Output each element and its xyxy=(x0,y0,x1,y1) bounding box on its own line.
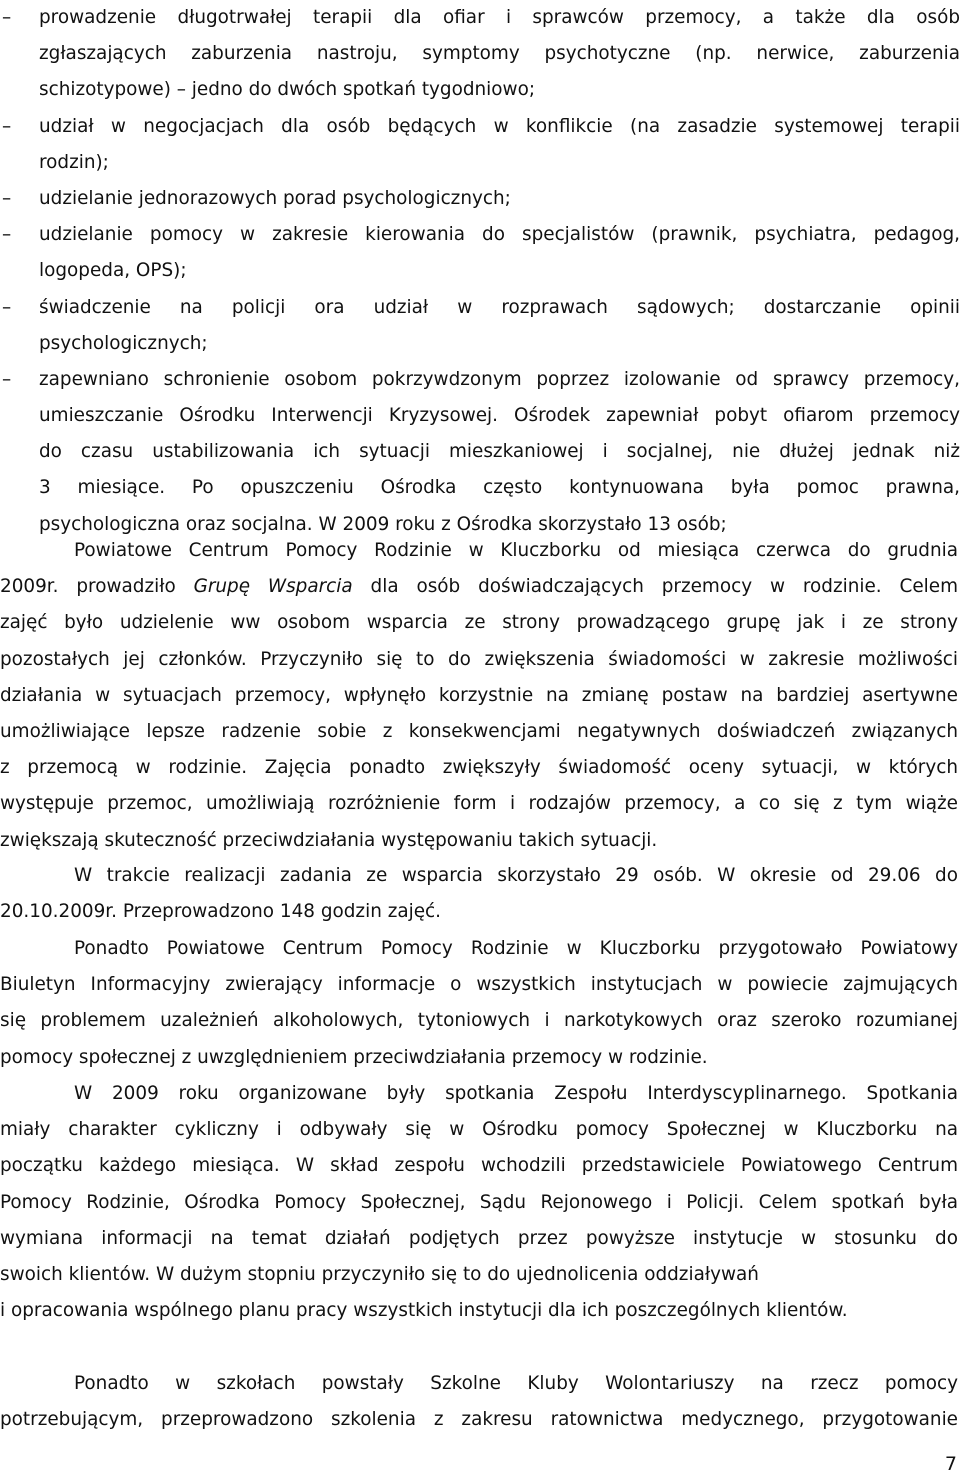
list-item xyxy=(0,290,960,362)
emphasis-text: Grupę Wsparcia xyxy=(193,576,353,598)
paragraph-participants xyxy=(0,858,958,930)
paragraph-pcpr-support-group xyxy=(0,533,959,859)
text-line: Pomocy Rodzinie, Ośrodka Pomocy Społecznej, Sądu Rejonowego i Policji. Celem spotkań była xyxy=(0,1191,958,1213)
text-line: Biuletyn Informacyjny zwierający informacje o wszystkich instytucjach w powiecie zajmujących xyxy=(0,974,958,996)
text-line: umieszczanie Ośrodku Interwencji Kryzysowej. Ośrodek zapewniał pobyt ofiarom przemocy xyxy=(39,405,960,427)
text-line: udział w negocjacjach dla osób będących w konflikcie (na zasadzie systemowej terapii xyxy=(39,115,960,137)
text-line: zwiększają skuteczność przeciwdziałania występowaniu takich sytuacji. xyxy=(0,829,658,851)
list-item xyxy=(0,109,960,181)
dash-bullet: – xyxy=(2,224,12,246)
text-span: 2009r. prowadziło xyxy=(0,576,194,598)
list-item xyxy=(0,181,960,217)
text-line: rodzin); xyxy=(39,151,109,173)
text-span: dla osób doświadczających przemocy w rodzinie. Celem xyxy=(352,576,959,598)
bullet-list xyxy=(0,0,960,543)
text-line: potrzebującym, przeprowadzono szkolenia z zakresu ratownictwa medycznego, przygotowanie xyxy=(0,1409,958,1431)
text-line: 20.10.2009r. Przeprowadzono 148 godzin zajęć. xyxy=(0,901,441,923)
text-line xyxy=(0,569,958,605)
text-line: Powiatowe Centrum Pomocy Rodzinie w Kluczborku od miesiąca czerwca do grudnia xyxy=(74,540,958,561)
text-line: początku każdego miesiąca. W skład zespołu wchodzili przedstawiciele Powiatowego Centrum xyxy=(0,1155,958,1177)
text-line: wymiana informacji na temat działań podjętych przez powyższe instytucje w stosunku do xyxy=(0,1227,958,1249)
text-line: psychologiczna oraz socjalna. W 2009 roku z Ośrodka skorzystało 13 osób; xyxy=(39,513,727,535)
text-line: umożliwiające lepsze radzenie sobie z konsekwencjami negatywnych doświadczeń związanych xyxy=(0,720,958,742)
text-line: i opracowania wspólnego planu pracy wszystkich instytucji dla ich poszczególnych klientów. xyxy=(0,1300,848,1322)
text-line: zapewniano schronienie osobom pokrzywdzonym poprzez izolowanie od sprawcy przemocy, xyxy=(39,368,960,390)
text-line: się problemem uzależnień alkoholowych, tytoniowych i narkotykowych oraz szeroko rozumianej xyxy=(0,1010,958,1032)
text-line: miały charakter cykliczny i odbywały się w Ośrodku pomocy Społecznej w Kluczborku na xyxy=(0,1119,958,1141)
text-line: udzielanie jednorazowych porad psychologicznych; xyxy=(39,187,511,209)
paragraph-volunteers xyxy=(0,1366,958,1438)
text-line: zgłaszających zaburzenia nastroju, symptomy psychotyczne (np. nerwice, zaburzenia xyxy=(39,43,960,65)
dash-bullet: – xyxy=(2,7,12,28)
text-line: pozostałych jej członków. Przyczyniło się to do zwiększenia świadomości w zakresie możliwości xyxy=(0,648,958,670)
page-number: 7 xyxy=(944,1453,957,1475)
text-line: prowadzenie długotrwałej terapii dla ofiar i sprawców przemocy, a także dla osób xyxy=(39,7,960,28)
text-line: W 2009 roku organizowane były spotkania Zespołu Interdyscyplinarnego. Spotkania xyxy=(74,1083,958,1104)
text-line: z przemocą w rodzinie. Zajęcia ponadto zwiększyły świadomość oceny sytuacji, w których xyxy=(0,757,958,779)
list-item xyxy=(0,217,960,289)
text-line: udzielanie pomocy w zakresie kierowania do specjalistów (prawnik, psychiatra, pedagog, xyxy=(39,224,960,246)
text-line: swoich klientów. W dużym stopniu przyczyniło się to do ujednolicenia oddziaływań xyxy=(0,1263,759,1285)
dash-bullet: – xyxy=(2,187,12,209)
text-line: 3 miesiące. Po opuszczeniu Ośrodka często kontynuowana była pomoc prawna, xyxy=(39,477,960,499)
list-item xyxy=(0,362,960,543)
text-line: Ponadto Powiatowe Centrum Pomocy Rodzinie w Kluczborku przygotowało Powiatowy xyxy=(74,938,958,959)
dash-bullet: – xyxy=(2,115,12,137)
text-line: do czasu ustabilizowania ich sytuacji mieszkaniowej i socjalnej, nie dłużej jednak niż xyxy=(39,441,960,463)
text-line: psychologicznych; xyxy=(39,332,208,354)
text-line: Ponadto w szkołach powstały Szkolne Kluby Wolontariuszy na rzecz pomocy xyxy=(74,1373,958,1394)
text-line: logopeda, OPS); xyxy=(39,260,187,282)
text-line: działania w sytuacjach przemocy, wpłynęło korzystnie na zmianę postaw na bardziej asertywne xyxy=(0,684,958,706)
list-item xyxy=(0,0,960,109)
text-line: świadczenie na policji ora udział w rozprawach sądowych; dostarczanie opinii xyxy=(39,296,960,318)
text-line: W trakcie realizacji zadania ze wsparcia skorzystało 29 osób. W okresie od 29.06 do xyxy=(74,865,958,886)
dash-bullet: – xyxy=(2,296,12,318)
text-line: pomocy społecznej z uwzględnieniem przeciwdziałania przemocy w rodzinie. xyxy=(0,1046,708,1068)
paragraph-interdisciplinary-team xyxy=(0,1076,958,1329)
text-line: zajęć było udzielenie ww osobom wsparcia ze strony prowadzącego grupę jak i ze strony xyxy=(0,612,958,634)
dash-bullet: – xyxy=(2,368,12,390)
text-line: schizotypowe) – jedno do dwóch spotkań tygodniowo; xyxy=(39,79,536,101)
text-line: występuje przemoc, umożliwiają rozróżnienie form i rodzajów przemocy, a co się z tym wiąże xyxy=(0,793,958,815)
paragraph-bulletin xyxy=(0,931,958,1076)
